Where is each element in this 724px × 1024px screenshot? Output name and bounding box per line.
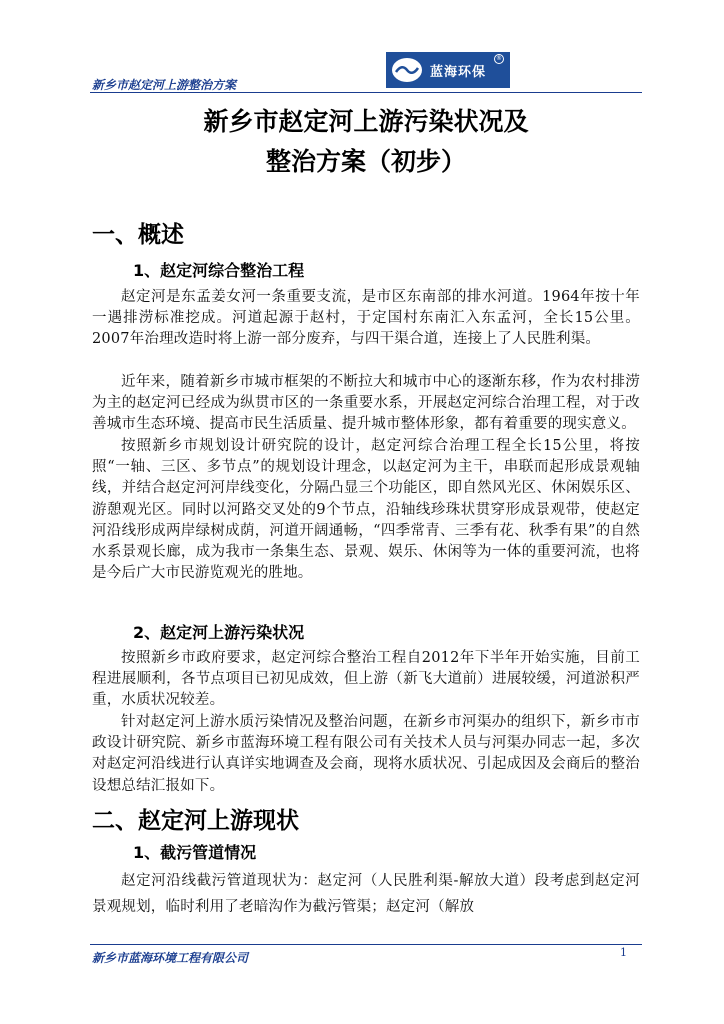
header-title: 新乡市赵定河上游整治方案 xyxy=(92,78,237,92)
wave-logo-icon xyxy=(392,58,422,82)
paragraph: 赵定河沿线截污管道现状为：赵定河（人民胜利渠-解放大道）段考虑到赵定河景观规划，临时利用了老暗沟作为截污管渠；赵定河（解放 xyxy=(92,873,640,915)
document-title-line1: 新乡市赵定河上游污染状况及 xyxy=(203,107,529,136)
paragraph: 按照新乡市政府要求，赵定河综合整治工程自2012年下半年开始实施，目前工程进展顺利，各节点项目已初见成效，但上游（新飞大道前）进展较缓，河道淤积严重，水质状况较差。 xyxy=(92,650,640,709)
subsection-heading: 2、赵定河上游污染状况 xyxy=(133,623,305,642)
paragraph: 赵定河是东孟姜女河一条重要支流，是市区东南部的排水河道。1964年按十年一遇排涝标准挖成。河道起源于赵村，于定国村东南汇入东孟河，全长15公里。2007年治理改造时将上游一部分废弃，与四干渠合道，连接上了人民胜利渠。 xyxy=(92,289,640,348)
paragraph: 按照新乡市规划设计研究院的设计，赵定河综合治理工程全长15公里，将按照“一轴、三区、多节点”的规划设计理念，以赵定河为主干，串联而起形成景观轴线，并结合赵定河河岸线变化，分隔凸显三个功能区，即自然风光区、休闲娱乐区、游憩观光区。同时以河路交叉处的9个节点，沿轴线珍珠状贯穿形成景观带，使赵定河沿线形成两岸绿树成荫，河道开阔通畅，“四季常青、三季有花、秋季有果”的自然水系景观长廊，成为我市一条集生态、景观、娱乐、休闲等为一体的重要河流，也将是今后广大市民游览观光的胜地。 xyxy=(92,438,640,582)
paragraph: 近年来，随着新乡市城市框架的不断拉大和城市中心的逐渐东移，作为农村排涝为主的赵定河已经成为纵贯市区的一条重要水系，开展赵定河综合治理工程，对于改善城市生态环境、提高市民生活质量、提升城市整体形象，都有着重要的现实意义。 xyxy=(92,374,640,433)
document-title-line2: 整治方案（初步） xyxy=(265,147,466,176)
company-logo xyxy=(386,52,510,88)
section-heading-status: 二、赵定河上游现状 xyxy=(92,808,299,834)
footer-company-name: 新乡市蓝海环境工程有限公司 xyxy=(92,951,249,965)
logo-text: 蓝海环保 xyxy=(430,64,487,80)
footer-divider xyxy=(90,944,642,945)
registered-mark-icon: ® xyxy=(496,55,502,62)
subsection-heading: 1、截污管道情况 xyxy=(133,843,257,862)
paragraph: 针对赵定河上游水质污染情况及整治问题，在新乡市河渠办的组织下，新乡市市政设计研究院、新乡市蓝海环境工程有限公司有关技术人员与河渠办同志一起，多次对赵定河沿线进行认真详实地调查及会商，现将水质状况、引起成因及会商后的整治设想总结汇报如下。 xyxy=(92,714,640,794)
subsection-heading: 1、赵定河综合整治工程 xyxy=(133,261,305,280)
section-heading-overview: 一、概述 xyxy=(92,222,184,248)
header-divider xyxy=(90,92,642,93)
page-number: 1 xyxy=(620,946,627,959)
